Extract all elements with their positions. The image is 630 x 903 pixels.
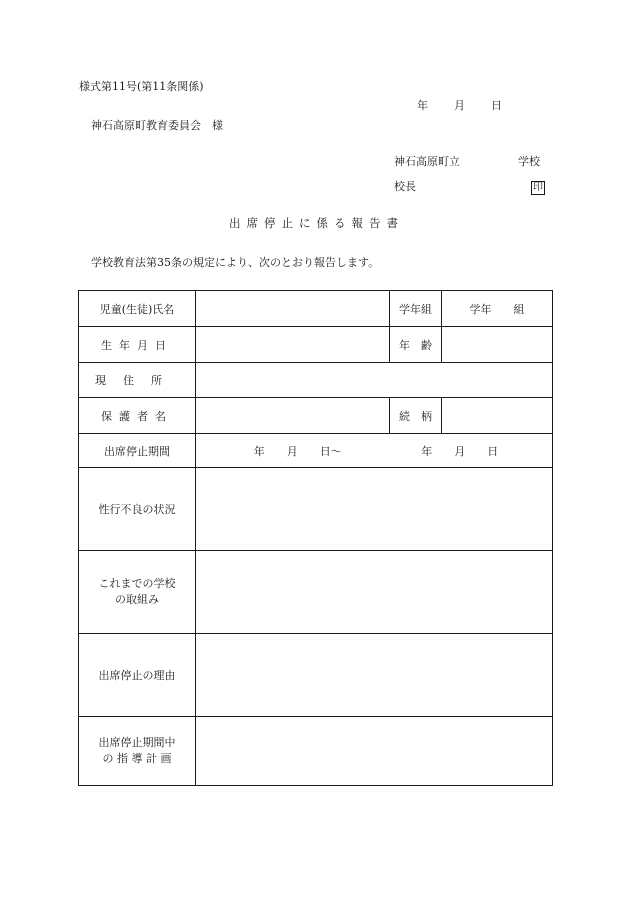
school-name-line: [394, 156, 540, 167]
school-efforts-label-line-1: これまでの学校: [98, 577, 176, 590]
guidance-plan-label-line-1: 出席停止期間中: [98, 736, 176, 749]
birth-date-field[interactable]: [196, 327, 390, 363]
behavior-label: 性行不良の状況: [79, 468, 196, 551]
date-month-label: 月: [454, 99, 465, 112]
principal-line: [394, 181, 545, 195]
period-to-year: 年: [421, 444, 433, 458]
grade-class-label: 学年組: [390, 291, 442, 327]
report-date: [417, 100, 502, 111]
school-suffix: 学校: [518, 155, 540, 168]
period-from-day: 日〜: [319, 444, 342, 458]
date-day-label: 日: [491, 99, 502, 112]
school-efforts-label: [79, 551, 196, 634]
behavior-field[interactable]: [196, 468, 553, 551]
table-row: [79, 398, 553, 434]
address-label: 現住所: [79, 363, 196, 398]
document-title: 出席停止に係る報告書: [229, 216, 404, 230]
period-field[interactable]: [196, 434, 553, 468]
school-prefix: 神石高原町立: [394, 155, 460, 168]
student-name-field[interactable]: [196, 291, 390, 327]
guidance-plan-label: [79, 717, 196, 786]
addressee: 神石高原町教育委員会 様: [91, 119, 223, 132]
period-to-month: 月: [454, 444, 466, 458]
period-from-month: 月: [286, 444, 298, 458]
table-row: [79, 717, 553, 786]
table-row: [79, 327, 553, 363]
address-field[interactable]: [196, 363, 553, 398]
period-from-year: 年: [253, 444, 265, 458]
birth-date-label: 生年月日: [79, 327, 196, 363]
reason-label: 出席停止の理由: [79, 634, 196, 717]
seal-mark: 印: [533, 182, 543, 193]
report-table: [78, 290, 553, 786]
reason-field[interactable]: [196, 634, 553, 717]
guidance-plan-label-line-2: の 指 導 計 画: [102, 752, 172, 765]
grade-class-field[interactable]: 学年 組: [442, 291, 553, 327]
table-row: [79, 363, 553, 398]
relationship-label: 続 柄: [390, 398, 442, 434]
student-name-label: 児童(生徒)氏名: [79, 291, 196, 327]
relationship-field[interactable]: [442, 398, 553, 434]
table-row: [79, 634, 553, 717]
table-row: [79, 434, 553, 468]
intro-text: 学校教育法第35条の規定により、次のとおり報告します。: [91, 256, 380, 269]
guardian-field[interactable]: [196, 398, 390, 434]
table-row: [79, 291, 553, 327]
period-to-day: 日: [487, 444, 499, 458]
school-efforts-label-line-2: の取組み: [115, 593, 159, 606]
date-year-label: 年: [417, 99, 428, 112]
table-row: [79, 551, 553, 634]
table-row: [79, 468, 553, 551]
guardian-label: 保護者名: [79, 398, 196, 434]
age-label: 年 齢: [390, 327, 442, 363]
form-number: 様式第11号(第11条関係): [79, 80, 204, 93]
period-label: 出席停止期間: [79, 434, 196, 468]
school-efforts-field[interactable]: [196, 551, 553, 634]
age-field[interactable]: [442, 327, 553, 363]
guidance-plan-field[interactable]: [196, 717, 553, 786]
principal-label: 校長: [394, 180, 416, 193]
